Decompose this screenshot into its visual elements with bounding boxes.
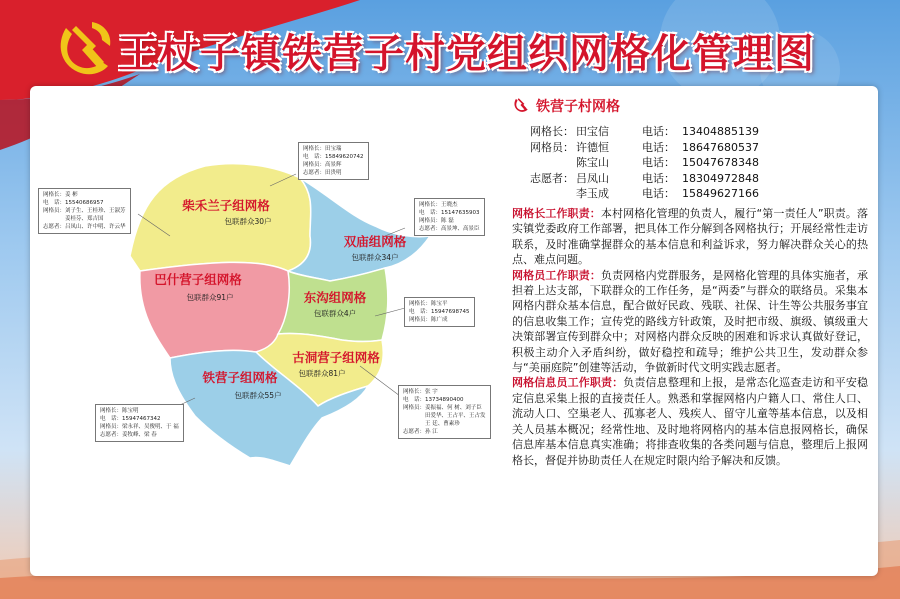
roster-role: 网格长：	[530, 125, 574, 138]
callout-line: 电 话：15947467342	[100, 416, 161, 422]
page-title: 王杖子镇铁营子村党组织网格化管理图	[118, 31, 815, 77]
callout-line: 网格长：王晓杰	[419, 202, 458, 208]
callout-tieyingzi	[95, 404, 184, 442]
roster-phone-tag: 电话：	[642, 125, 675, 138]
region-households-label: 包联群众30户	[224, 217, 272, 226]
callout-chaihelanzi	[298, 142, 369, 180]
callout-line: 田爱华、王占平、王占发	[403, 413, 486, 419]
region-name-label: 柴禾兰子组网格	[182, 198, 270, 213]
region-households-label: 包联群众34户	[351, 253, 399, 262]
duty-heading: 网格信息员工作职责：	[512, 376, 624, 390]
callout-line: 志愿者：田贵明	[303, 170, 342, 176]
roster-phone-tag: 电话：	[642, 171, 675, 185]
callout-line: 网格员：陈 磊	[419, 218, 454, 224]
callout-line: 志愿者：吕凤山、许中明、许云华	[43, 224, 126, 230]
village-grid-map	[30, 86, 500, 576]
callout-line: 电 话：13734890400	[403, 397, 464, 403]
roster-row	[518, 140, 868, 156]
grid-info-column	[512, 92, 872, 572]
roster-role: 志愿者：	[530, 171, 574, 185]
roster-phone: 18647680537	[682, 140, 759, 154]
roster-phone-tag: 电话：	[642, 140, 675, 154]
roster-phone: 18304972848	[682, 171, 759, 185]
roster-name: 陈宝山	[576, 156, 609, 169]
callout-line: 网格员：刘子生、王桂珍、王淑芳	[43, 208, 126, 214]
roster-phone: 15047678348	[682, 156, 759, 169]
callout-line: 网格长：张 宇	[403, 389, 438, 395]
callout-line: 志愿者：姜牧峰、梁 春	[100, 432, 157, 438]
region-name-label: 古洞营子组网格	[292, 350, 380, 365]
roster-row	[518, 155, 868, 171]
callout-line: 电 话：15947698745	[409, 309, 470, 315]
roster-row	[518, 171, 868, 187]
party-emblem-icon	[52, 18, 116, 82]
roster-name: 吕凤山	[576, 171, 609, 185]
callout-line: 网格员：高景辉	[303, 162, 342, 168]
roster	[518, 124, 868, 202]
callout-line: 姜桂芬、郑吉国	[43, 216, 104, 222]
region-households-label: 包联群众81户	[298, 369, 346, 378]
callout-line: 网格长：田宝瑞	[303, 146, 342, 152]
region-households-label: 包联群众91户	[186, 293, 234, 302]
duty-paragraph	[512, 268, 868, 376]
callout-line: 电 话：15540686957	[43, 200, 104, 206]
region-households-label: 包联群众55户	[234, 391, 282, 400]
callout-line: 电 话：15849620742	[303, 154, 364, 160]
callout-donggou	[404, 297, 475, 327]
roster-row	[518, 124, 868, 140]
roster-row	[518, 186, 868, 202]
callout-line: 网格长：陈宝明	[100, 408, 139, 414]
region-name-label: 东沟组网格	[303, 290, 367, 305]
roster-phone-tag: 电话：	[642, 187, 675, 200]
duty-text: 负责网格内党群服务，是网格化管理的具体实施者，承担着上达支部，下联群众的工作任务，是“两委”与群众的联络员。采集本网格内群众基本信息，配合做好民政、残联、社保、计生等公共服务事宜的信息收集工作；宣传党的路线方针政策，及时把市级、旗级、镇级重大决策部署宣传到群众中；对网格内群众反映的困难和诉求认真做好登记，积极主动介入矛盾纠纷，做好稳控和疏导；维护公共卫生，发动群众参与“美丽庭院”创建等活动，争做新时代文明实践志愿者。	[512, 268, 869, 375]
roster-phone: 13404885139	[682, 125, 759, 138]
region-households-label: 包联群众4户	[313, 309, 357, 318]
region-name-label: 双庙组网格	[343, 234, 407, 249]
duty-paragraph	[512, 206, 868, 268]
callout-line: 网格长：姜 彬	[43, 192, 78, 198]
callout-line: 志愿者：高景坤、高景臣	[419, 226, 480, 232]
callout-guodongyingzi	[398, 385, 491, 439]
callout-bashiyingzi	[38, 188, 131, 234]
callout-shuangmiao	[414, 198, 485, 236]
roster-name: 李玉成	[576, 187, 609, 200]
roster-role: 网格员：	[530, 140, 574, 154]
grid-title	[512, 96, 620, 118]
callout-line: 网格员：陈广成	[409, 317, 448, 323]
roster-phone-tag: 电话：	[642, 156, 675, 169]
region-name-label: 巴什营子组网格	[154, 272, 242, 287]
callout-line: 网格员：梁永祥、吴俊明、于 福	[100, 424, 179, 430]
duty-text: 本村网格化管理的负责人，履行“第一责任人”职责。落实镇党委政府工作部署，把具体工作分解到各网格执行；开展经常性走访联系，及时准确掌握群众的基本信息和利益诉求，努力解决群众关心的热点、难点问题。	[512, 207, 868, 267]
callout-line: 王 廷、曹素珍	[403, 421, 460, 427]
duty-heading: 网格员工作职责：	[512, 268, 602, 282]
roster-name: 田宝信	[576, 125, 609, 138]
duty-heading: 网格长工作职责：	[512, 207, 601, 220]
roster-name: 许德恒	[576, 140, 609, 154]
callout-line: 网格长：陈宝平	[409, 301, 448, 307]
grid-title-text: 铁营子村网格	[536, 99, 620, 115]
duties	[512, 206, 868, 468]
region-name-label: 铁营子组网格	[202, 370, 278, 385]
roster-phone: 15849627166	[682, 187, 759, 200]
callout-line: 志愿者：孙 江	[403, 429, 438, 435]
callout-line: 网格员：姜振福、何 树、刘子臣	[403, 405, 482, 411]
party-emblem-small-icon	[512, 96, 530, 114]
duty-paragraph	[512, 375, 868, 467]
callout-line: 电 话：15147635903	[419, 210, 480, 216]
duty-text: 负责信息整理和上报，是常态化巡查走访和平安稳定信息采集上报的直接责任人。熟悉和掌握网格内户籍人口、常住人口、流动人口、空巢老人、孤寡老人、残疾人、留守儿童等基本信息，以及相关人员基本概况；经常性地、及时地将网格内的基本信息报网格长，确保信息库基本信息真实准确；将排查收集的各类问题与信息，整理后上报网格长，督促并协助责任人在规定时限内给予解决和反馈。	[512, 376, 869, 467]
